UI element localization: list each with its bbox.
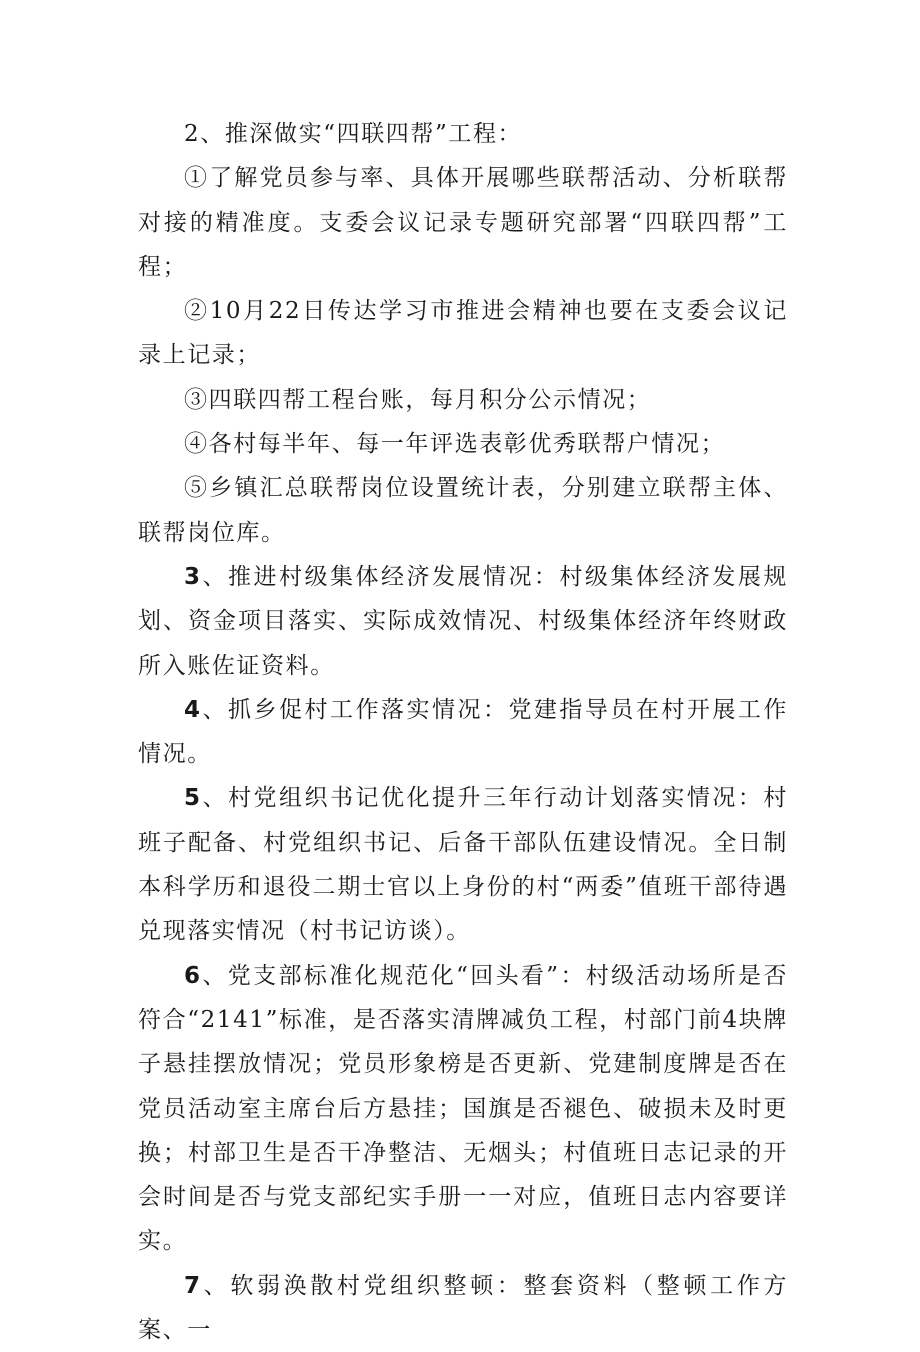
paragraph-subitem-5: [138, 466, 788, 555]
paragraph-text: ②10月22日传达学习市推进会精神也要在支委会议记录上记录；: [138, 298, 788, 369]
paragraph-text: 、村党组织书记优化提升三年行动计划落实情况：村班子配备、村党组织书记、后备干部队伍建设情况。全日制本科学历和退役二期士官以上身份的村“两委”值班干部待遇兑现落实情况（村书记访谈）。: [138, 785, 788, 945]
paragraph-text: 、软弱涣散村党组织整顿：整套资料（整顿工作方案、一: [138, 1272, 788, 1344]
paragraph-text: ③四联四帮工程台账，每月积分公示情况；: [184, 386, 652, 413]
item-number: 5: [184, 785, 202, 812]
paragraph-text: ⑤乡镇汇总联帮岗位设置统计表，分别建立联帮主体、联帮岗位库。: [138, 475, 788, 546]
item-number: 4: [184, 696, 202, 723]
paragraph-subitem-3: [138, 378, 788, 422]
document-body: [138, 112, 788, 1352]
paragraph-text: 2、推深做实“四联四帮”工程：: [184, 121, 523, 147]
paragraph-item-6: [138, 954, 788, 1264]
paragraph-text: 、党支部标准化规范化“回头看”：村级活动场所是否符合“2141”标准，是否落实清牌减负工程，村部门前4块牌子悬挂摆放情况；党员形象榜是否更新、党建制度牌是否在党员活动室主席台后方悬挂；国旗是否褪色、破损未及时更换；村部卫生是否干净整洁、无烟头；村值班日志记录的开会时间是否与党支部纪实手册一一对应，值班日志内容要详实。: [138, 962, 788, 1255]
paragraph-subitem-2: [138, 289, 788, 378]
paragraph-text: ④各村每半年、每一年评选表彰优秀联帮户情况；: [184, 431, 726, 458]
paragraph-item-3: [138, 555, 788, 688]
paragraph-text: ①了解党员参与率、具体开展哪些联帮活动、分析联帮对接的精准度。支委会议记录专题研究部署“四联四帮”工程；: [138, 165, 788, 280]
paragraph-item-7: [138, 1264, 788, 1352]
item-number: 3: [184, 563, 202, 590]
paragraph-text: 、推进村级集体经济发展情况：村级集体经济发展规划、资金项目落实、实际成效情况、村级集体经济年终财政所入账佐证资料。: [138, 563, 788, 679]
paragraph-subitem-1: [138, 156, 788, 289]
paragraph-item-2: [138, 112, 788, 156]
item-number: 7: [184, 1272, 202, 1299]
paragraph-item-5: [138, 776, 788, 953]
paragraph-item-4: [138, 688, 788, 777]
paragraph-subitem-4: [138, 422, 788, 466]
item-number: 6: [184, 962, 202, 989]
paragraph-text: 、抓乡促村工作落实情况：党建指导员在村开展工作情况。: [138, 696, 788, 768]
